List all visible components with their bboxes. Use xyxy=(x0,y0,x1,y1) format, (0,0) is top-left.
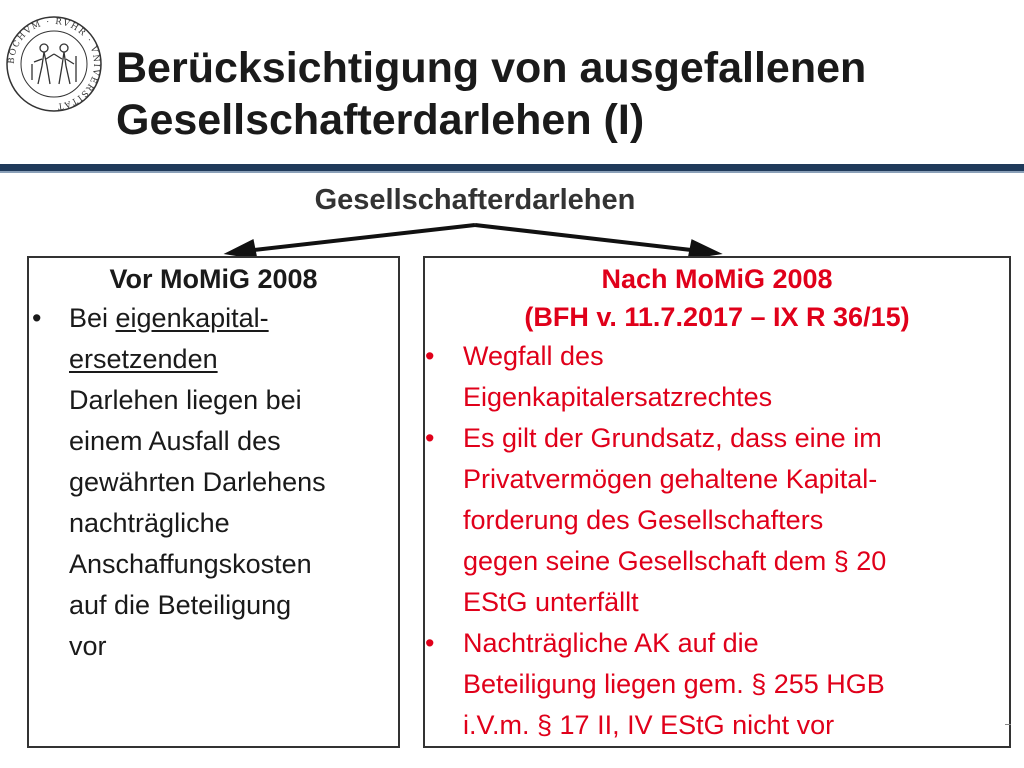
list-item: • Wegfall des Eigenkapitalersatzrechtes xyxy=(425,336,1009,418)
list-item: • Bei eigenkapital- ersetzenden Darlehen liegen bei einem Ausfall des gewährten Darlehens nachträgliche Anschaffungskosten auf die Beteiligung vor xyxy=(29,298,398,667)
bullet-icon: • xyxy=(425,423,435,453)
list-item: • Es gilt der Grundsatz, dass eine im Privatvermögen gehaltene Kapital- forderung des Gesellschafters gegen seine Gesellschaft dem § 20 EStG unterfällt xyxy=(425,418,1009,623)
list-item: • Nachträgliche AK auf die Beteiligung liegen gem. § 255 HGB i.V.m. § 17 II, IV EStG nicht vor xyxy=(425,623,1009,746)
before-momig-box xyxy=(27,256,400,748)
before-momig-heading: Vor MoMiG 2008 xyxy=(109,264,318,294)
svg-text:BOCHVM · RVHR · VNIVERSITAT: BOCHVM · RVHR · VNIVERSITAT xyxy=(6,16,102,112)
slide-title xyxy=(116,42,1016,146)
title-divider-light xyxy=(0,171,1024,173)
underlined-term: ersetzenden xyxy=(69,344,218,374)
slide-title-line2: Gesellschafterdarlehen (I) xyxy=(116,96,645,144)
slide-title-line1: Berücksichtigung von ausgefallenen xyxy=(116,44,867,92)
title-divider xyxy=(0,164,1024,171)
after-momig-box xyxy=(423,256,1011,748)
after-momig-heading: Nach MoMiG 2008 (BFH v. 11.7.2017 – IX R 36/15) xyxy=(524,264,910,332)
university-seal-logo xyxy=(4,14,104,114)
before-momig-list xyxy=(29,298,398,667)
after-momig-list xyxy=(425,336,1009,746)
diagram-root-label: Gesellschafterdarlehen xyxy=(314,184,636,216)
bullet-icon: • xyxy=(32,303,42,333)
underlined-term: eigenkapital- xyxy=(115,303,269,333)
bullet-icon: • xyxy=(425,341,435,371)
corner-mark xyxy=(1005,724,1011,725)
bullet-icon: • xyxy=(425,628,435,658)
